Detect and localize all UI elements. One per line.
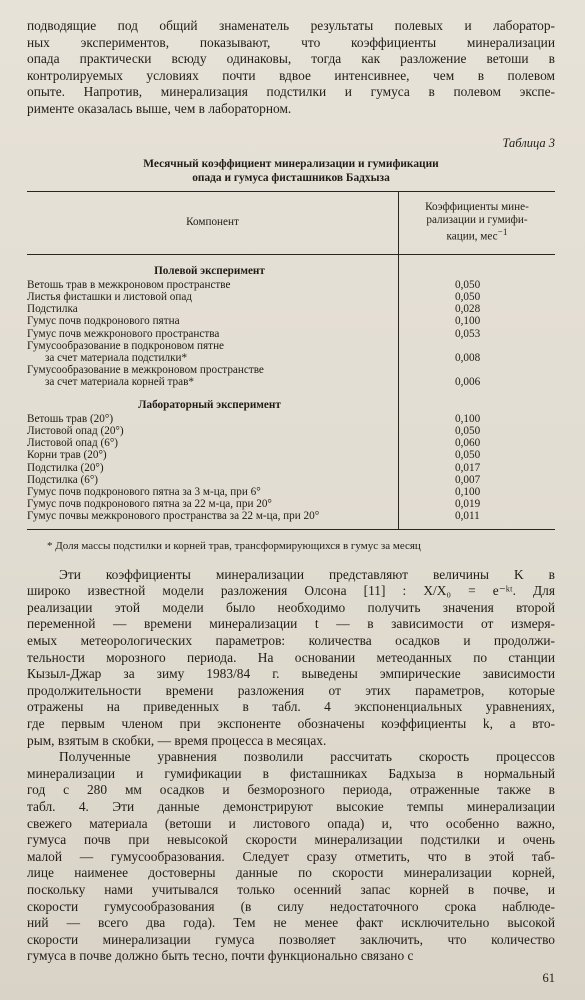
table-row: Гумус почв подкронового пятна 0,100 xyxy=(27,315,481,328)
table-footnote: * Доля массы подстилки и корней трав, трансформирующихся в гумус за месяц xyxy=(47,539,421,552)
text-line: гумуса в почве должно быть тесно, почти функционально связано с xyxy=(27,948,414,964)
text-line: минерализации и гумификации в фисташниках Бадхыза в нормальный xyxy=(27,765,555,781)
text-line: скорости минерализации гумуса позволяет заключить, что количество xyxy=(27,931,555,947)
table-row: Листья фисташки и листовой опад 0,050 xyxy=(27,290,481,303)
text-line: рименте оказалась выше, чем в лабораторном. xyxy=(27,100,292,116)
table-caption xyxy=(27,157,555,185)
table-row: Гумусообразование в подкроновом пятне xyxy=(27,340,555,352)
text-line: ных экспериментов, показывают, что коэффициенты минерализации xyxy=(27,34,555,50)
table-row: за счет материала подстилки* 0,008 xyxy=(27,352,555,364)
section-lab-row xyxy=(27,389,555,413)
text-line: гумуса почв при невысокой скорости минерализации подстилки и очень xyxy=(27,832,555,848)
text-line: лице наименее достоверны данные по скорости минерализации корней, xyxy=(27,865,555,881)
table-caption-line-1: Месячный коэффициент минерализации и гумификации xyxy=(143,157,439,170)
table-row: Подстилка (20°) 0,017 xyxy=(27,461,481,474)
table-row: Гумусообразование в межкроновом пространстве xyxy=(27,364,555,376)
text-line: табл. 4. Эти данные демонстрируют высокие темпы минерализации xyxy=(27,798,555,814)
table-row: Гумус почв подкронового пятна за 22 м-ца, при 20° 0,019 xyxy=(27,498,481,511)
text-line: Эти коэффициенты минерализации представляют величины K в xyxy=(59,566,555,582)
text-line: подводящие под общий знаменатель результаты полевых и лаборатор- xyxy=(27,18,555,33)
table-caption-line-2: опада и гумуса фисташников Бадхыза xyxy=(192,171,390,184)
table-row: за счет материала корней трав* 0,006 xyxy=(27,376,555,388)
section-title-lab: Лабораторный эксперимент xyxy=(27,389,399,413)
text-line: емых метеорологических параметров: количества осадков и продолжи- xyxy=(27,633,555,648)
text-line: ний — всего два года). Тем не менее факт исключительно высокой xyxy=(27,915,555,931)
text-line: тельности морозного периода. На основании метеоданных по станции xyxy=(27,649,555,665)
text-line: Полученные уравнения позволили рассчитать скорость процессов xyxy=(59,749,555,765)
text-line: где первым членом при экспоненте обозначены коэффициенты k, а вто- xyxy=(27,715,555,731)
data-table xyxy=(27,191,555,530)
intro-paragraph xyxy=(27,18,555,118)
header-coefficient: Коэффициенты мине- рализации и гумифи- кации, мес$^{-1}$ xyxy=(399,191,556,254)
text-line: переменной — времени минерализации t — в зависимости от измеря- xyxy=(27,616,555,632)
text-line: малой — гумусообразования. Следует сразу отметить, что в этой таб- xyxy=(27,848,555,864)
table-row: Гумус почвы межкронового пространства за 22 м-ца, при 20° 0,011 xyxy=(27,510,555,529)
text-line: поскольку нами учитывался только осенний запас корней в почве, и xyxy=(27,881,555,897)
table-row: Подстилка 0,028 xyxy=(27,303,481,316)
text-line: отражены на приведенных в табл. 4 экспоненциальных уравнениях, xyxy=(27,699,555,715)
table-row: Ветошь трав в межкроновом пространстве 0,050 xyxy=(27,278,481,291)
table-header-row xyxy=(27,191,555,254)
table-row: Ветошь трав (20°) 0,100 xyxy=(27,412,481,425)
table-row: Листовой опад (20°) 0,050 xyxy=(27,425,481,437)
text-line: реализации этой модели было необходимо получить значения второй xyxy=(27,599,555,615)
text-line: опада практически всюду одинаковы, тогда как разложение ветоши в xyxy=(27,51,555,67)
text-line: год с 280 мм осадков и безморозного периода, отраженные также в xyxy=(27,782,555,798)
header-component: Компонент xyxy=(27,191,399,254)
table-label: Таблица 3 xyxy=(502,135,555,150)
table-row: Гумус почв межкронового пространства 0,053 xyxy=(27,327,481,340)
text-line: скорости гумусообразования (в силу недостаточного срока наблюде- xyxy=(27,898,555,914)
paragraph-olson-model xyxy=(27,567,555,750)
table-row: Корни трав (20°) 0,050 xyxy=(27,449,481,462)
section-title-field: Полевой эксперимент xyxy=(27,254,399,279)
table-row: Гумус почв подкронового пятна за 3 м-ца, при 6° 0,100 xyxy=(27,486,481,499)
table-row: Подстилка (6°) 0,007 xyxy=(27,473,481,486)
table-body xyxy=(27,254,555,529)
page-number: 61 xyxy=(542,971,555,985)
table-row: Листовой опад (6°) 0,060 xyxy=(27,437,481,450)
text-line: опыте. Напротив, минерализация подстилки и гумуса в полевом экспе- xyxy=(27,84,555,100)
text-line: продолжительности времени разложения от этих параметров, которые xyxy=(27,682,555,698)
text-line: рым, взятым в скобки, — время процесса в месяцах. xyxy=(27,732,327,748)
text-line: широко известной модели разложения Олсона [11] : X/X₀ = e⁻ᵏᵗ. Для xyxy=(27,583,555,599)
text-line: контролируемых условиях почти вдвое интенсивнее, чем в полевом xyxy=(27,67,555,83)
text-line: Кызыл-Джар за зиму 1983/84 г. выведены эмпирические зависимости xyxy=(27,666,555,682)
section-field-row xyxy=(27,254,555,279)
text-line: свежего материала (ветоши и листового опада) и, что особенно важно, xyxy=(27,815,555,831)
paragraph-equations xyxy=(27,749,555,965)
